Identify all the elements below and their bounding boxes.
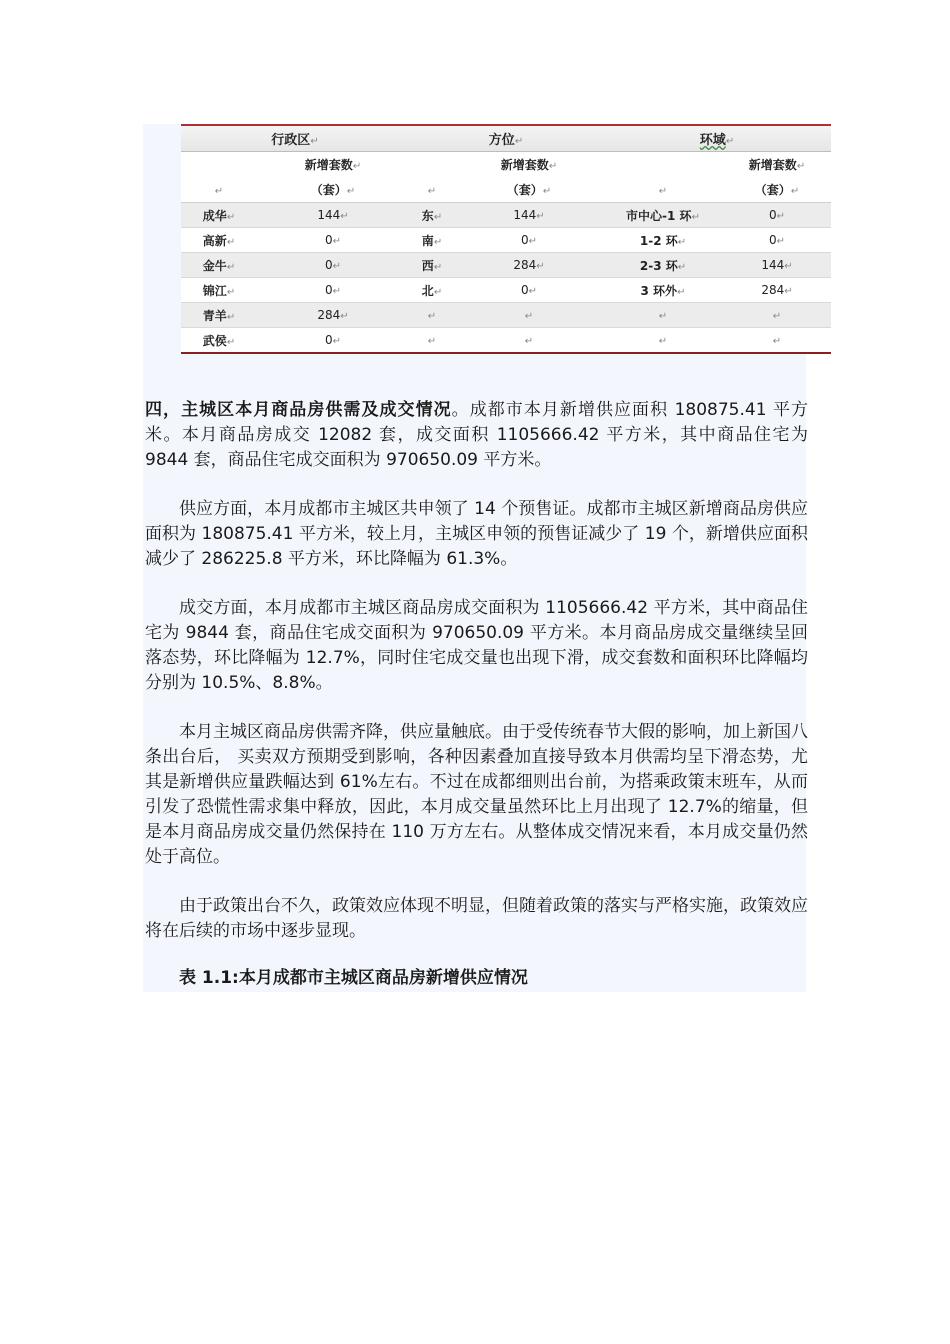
paragraph-outlook: 由于政策出台不久，政策效应体现不明显，但随着政策的落实与严格实施，政策效应将在后续的市场中逐步显现。 [145, 896, 808, 941]
table-caption: 表 1.1:本月成都市主城区商品房新增供应情况 [179, 968, 528, 988]
subheader-unit: （套）↵ [455, 177, 603, 203]
subheader-row-1 [181, 152, 831, 178]
table-header-row [181, 125, 831, 152]
table-row: 成华↵ 144↵ 东↵ 144↵ 市中心-1 环↵ 0↵ [181, 203, 831, 228]
subheader-count: 新增套数↵ [304, 158, 362, 172]
paragraph-transactions: 成交方面，本月成都市主城区商品房成交面积为 1105666.42 平方米，其中商品住宅为 9844 套，商品住宅成交面积为 970650.09 平方米。本月商品房成交量继续呈回落态势，环比降幅为 12.7%，同时住宅成交量也出现下滑，成交套数和面积环比降幅均分别为 10.5%、8.8%。 [145, 598, 808, 693]
subheader-count: 新增套数↵ [500, 158, 558, 172]
header-direction: 方位↵ [409, 125, 603, 152]
paragraph-supply: 供应方面，本月成都市主城区共申领了 14 个预售证。成都市主城区新增商品房供应面积为 180875.41 平方米，较上月，主城区申领的预售证减少了 19 个，新增供应面积减少了 286225.8 平方米，环比降幅为 61.3%。 [145, 499, 808, 569]
subheader-count: 新增套数↵ [748, 158, 806, 172]
table-row: 锦江↵ 0↵ 北↵ 0↵ 3 环外↵ 284↵ [181, 278, 831, 303]
paragraph-analysis: 本月主城区商品房供需齐降，供应量触底。由于受传统春节大假的影响，加上新国八条出台后， 买卖双方预期受到影响，各种因素叠加直接导致本月供需均呈下滑态势，尤其是新增供应量跌幅达到 61%左右。不过在成都细则出台前，为搭乘政策末班车，从而引发了恐慌性需求集中释放，因此，本月成交量虽然环比上月出现了 12.7%的缩量，但是本月商品房成交量仍然保持在 110 万方左右。从整体成交情况来看，本月成交量仍然处于高位。 [145, 722, 808, 867]
subheader-unit: （套）↵ [257, 177, 409, 203]
article-body [145, 398, 808, 1015]
table-row: 金牛↵ 0↵ 西↵ 284↵ 2-3 环↵ 144↵ [181, 253, 831, 278]
table-row: 高新↵ 0↵ 南↵ 0↵ 1-2 环↵ 0↵ [181, 228, 831, 253]
subheader-row-2: ↵ （套）↵ ↵ （套）↵ ↵ （套）↵ [181, 177, 831, 203]
table-row: 青羊↵ 284↵ ↵ ↵ ↵ ↵ [181, 303, 831, 328]
supply-table-image [181, 124, 831, 354]
header-district: 行政区↵ [181, 125, 409, 152]
paragraph-summary: 四，主城区本月商品房供需及成交情况。成都市本月新增供应面积 180875.41 平方米。本月商品房成交 12082 套，成交面积 1105666.42 平方米，其中商品住宅为 9844 套，商品住宅成交面积为 970650.09 平方米。 [145, 400, 808, 470]
new-supply-by-area-table [181, 124, 831, 354]
table-row: 武侯↵ 0↵ ↵ ↵ ↵ ↵ [181, 328, 831, 354]
section-heading: 四，主城区本月商品房供需及成交情况 [145, 400, 452, 420]
subheader-unit: （套）↵ [723, 177, 831, 203]
header-ring: 环域↵ [603, 125, 831, 152]
